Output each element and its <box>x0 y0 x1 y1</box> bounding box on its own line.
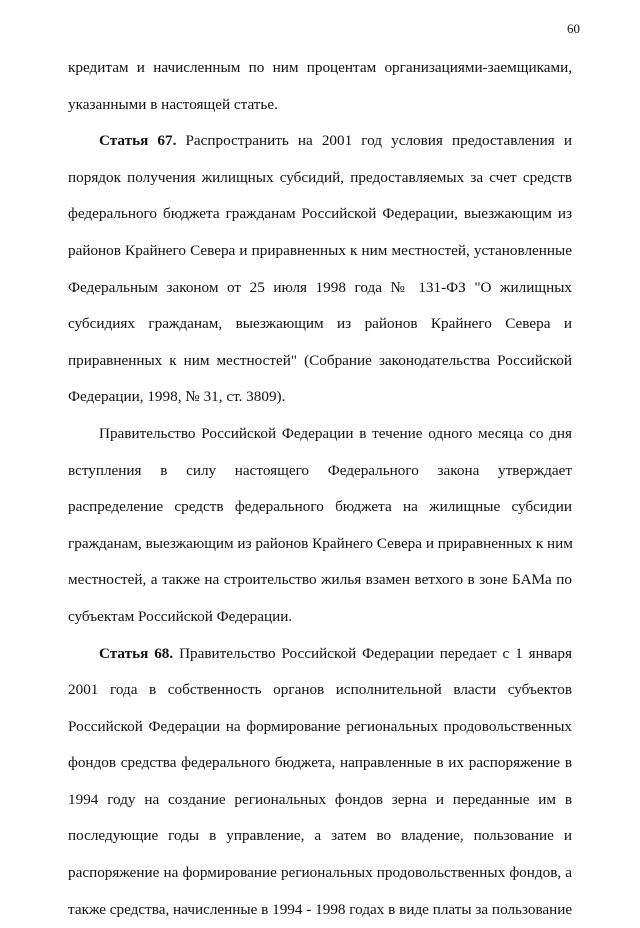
government-distribution-paragraph <box>68 416 572 636</box>
article-68-label: Статья 68. <box>99 645 173 662</box>
text-line: указанными в настоящей статье. <box>68 87 572 124</box>
text-line: районов Крайнего Севера и приравненных к ним местностей, установленные <box>68 233 572 270</box>
text-line: Правительство Российской Федерации в течение одного месяца со дня <box>68 416 572 453</box>
text-line: фондов средства федерального бюджета, направленные в их распоряжение в <box>68 745 572 782</box>
text-line: приравненных к ним местностей" (Собрание законодательства Российской <box>68 343 572 380</box>
article-67-label: Статья 67. <box>99 132 176 149</box>
paragraph-continuation <box>68 50 572 123</box>
text-line: 1994 году на создание региональных фондов зерна и переданные им в <box>68 782 572 819</box>
text-line: субъектам Российской Федерации. <box>68 599 572 636</box>
text-line: Федеральным законом от 25 июля 1998 года № 131-ФЗ "О жилищных <box>68 270 572 307</box>
text-line: распределение средств федерального бюджета на жилищные субсидии <box>68 489 572 526</box>
article-67-paragraph <box>68 123 572 416</box>
text-line: вступления в силу настоящего Федерального закона утверждает <box>68 453 572 490</box>
text-line: гражданам, выезжающим из районов Крайнего Севера и приравненных к ним <box>68 526 572 563</box>
text-fragment: Распространить на 2001 год условия предоставления и <box>176 132 572 149</box>
text-line <box>68 636 572 673</box>
text-line: местностей, а также на строительство жилья взамен ветхого в зоне БАМа по <box>68 562 572 599</box>
text-line: Российской Федерации на формирование региональных продовольственных <box>68 709 572 746</box>
text-line: субсидиях гражданам, выезжающим из районов Крайнего Севера и <box>68 306 572 343</box>
text-line: Федерации, 1998, № 31, ст. 3809). <box>68 379 572 416</box>
document-body <box>68 50 572 928</box>
article-68-paragraph <box>68 636 572 928</box>
text-line: 2001 года в собственность органов исполнительной власти субъектов <box>68 672 572 709</box>
text-line: также средства, начисленные в 1994 - 1998 годах в виде платы за пользование <box>68 892 572 928</box>
text-fragment: Правительство Российской Федерации передает с 1 января <box>173 645 572 662</box>
text-line <box>68 123 572 160</box>
text-line: распоряжение на формирование региональных продовольственных фондов, а <box>68 855 572 892</box>
text-line: федерального бюджета гражданам Российской Федерации, выезжающим из <box>68 196 572 233</box>
text-line: порядок получения жилищных субсидий, предоставляемых за счет средств <box>68 160 572 197</box>
text-line: кредитам и начисленным по ним процентам организациями-заемщиками, <box>68 50 572 87</box>
page-number: 60 <box>567 21 580 37</box>
text-line: последующие годы в управление, а затем во владение, пользование и <box>68 818 572 855</box>
